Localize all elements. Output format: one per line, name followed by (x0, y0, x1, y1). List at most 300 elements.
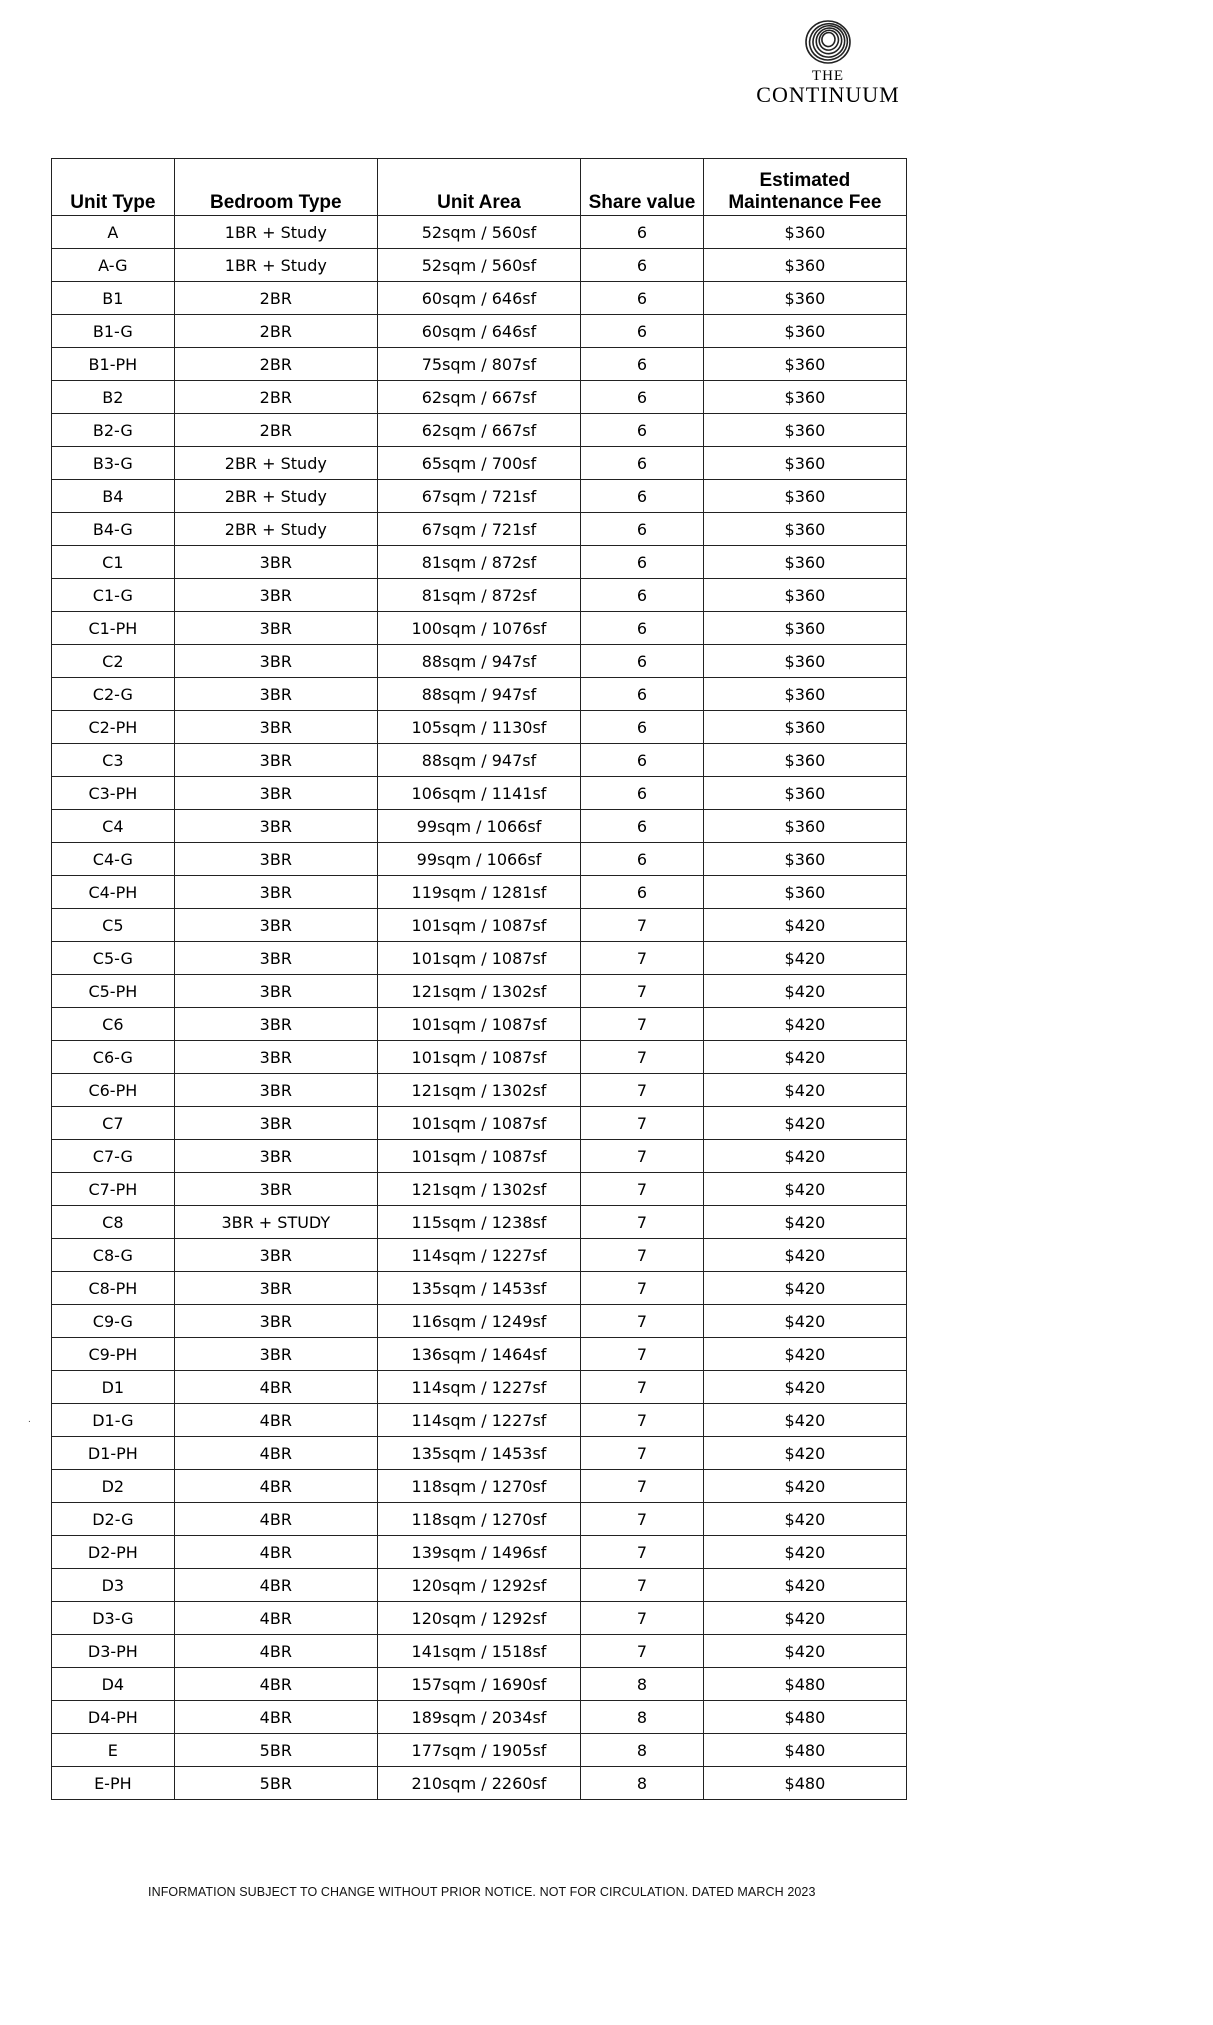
cell-share-value: 7 (581, 942, 704, 975)
cell-share-value: 7 (581, 1008, 704, 1041)
cell-share-value: 7 (581, 1206, 704, 1239)
cell-maintenance-fee: $420 (703, 1338, 906, 1371)
cell-bedroom-type: 3BR (174, 579, 377, 612)
cell-bedroom-type: 2BR (174, 381, 377, 414)
cell-share-value: 7 (581, 1041, 704, 1074)
cell-unit-type: C9-G (52, 1305, 175, 1338)
cell-unit-type: A (52, 216, 175, 249)
cell-unit-type: D1-PH (52, 1437, 175, 1470)
cell-unit-type: C5-PH (52, 975, 175, 1008)
cell-unit-type: C2-PH (52, 711, 175, 744)
cell-unit-area: 121sqm / 1302sf (377, 1173, 580, 1206)
table-row (52, 744, 907, 777)
table-row (52, 1140, 907, 1173)
cell-share-value: 7 (581, 1602, 704, 1635)
cell-share-value: 7 (581, 1074, 704, 1107)
cell-maintenance-fee: $360 (703, 348, 906, 381)
cell-maintenance-fee: $420 (703, 975, 906, 1008)
cell-unit-type: D1-G (52, 1404, 175, 1437)
cell-unit-type: A-G (52, 249, 175, 282)
cell-maintenance-fee: $360 (703, 711, 906, 744)
cell-share-value: 7 (581, 1272, 704, 1305)
cell-unit-area: 100sqm / 1076sf (377, 612, 580, 645)
cell-maintenance-fee: $360 (703, 777, 906, 810)
header-share-value: Share value (581, 159, 704, 216)
cell-share-value: 7 (581, 1635, 704, 1668)
cell-unit-area: 118sqm / 1270sf (377, 1503, 580, 1536)
cell-unit-type: D3 (52, 1569, 175, 1602)
cell-unit-area: 101sqm / 1087sf (377, 1140, 580, 1173)
cell-maintenance-fee: $360 (703, 612, 906, 645)
table-row (52, 414, 907, 447)
cell-bedroom-type: 3BR (174, 612, 377, 645)
table-row (52, 348, 907, 381)
cell-bedroom-type: 4BR (174, 1701, 377, 1734)
table-row (52, 1470, 907, 1503)
cell-share-value: 7 (581, 1503, 704, 1536)
cell-unit-area: 101sqm / 1087sf (377, 1008, 580, 1041)
cell-unit-area: 189sqm / 2034sf (377, 1701, 580, 1734)
table-row (52, 1404, 907, 1437)
cell-unit-type: C6 (52, 1008, 175, 1041)
cell-share-value: 8 (581, 1767, 704, 1800)
table-row (52, 645, 907, 678)
cell-bedroom-type: 3BR (174, 810, 377, 843)
cell-bedroom-type: 3BR (174, 1305, 377, 1338)
cell-unit-type: C7-PH (52, 1173, 175, 1206)
concentric-rings-logo-icon (804, 18, 852, 66)
cell-share-value: 7 (581, 1569, 704, 1602)
cell-unit-type: C8-G (52, 1239, 175, 1272)
cell-share-value: 6 (581, 546, 704, 579)
cell-maintenance-fee: $420 (703, 1602, 906, 1635)
cell-maintenance-fee: $480 (703, 1734, 906, 1767)
cell-share-value: 7 (581, 1305, 704, 1338)
table-row (52, 1668, 907, 1701)
cell-bedroom-type: 5BR (174, 1767, 377, 1800)
cell-bedroom-type: 2BR + Study (174, 513, 377, 546)
table-row (52, 1701, 907, 1734)
cell-unit-type: C8-PH (52, 1272, 175, 1305)
table-body (52, 216, 907, 1800)
cell-unit-area: 67sqm / 721sf (377, 513, 580, 546)
table-row (52, 1371, 907, 1404)
stray-mark: . (28, 1414, 31, 1425)
cell-unit-type: C4-G (52, 843, 175, 876)
cell-maintenance-fee: $420 (703, 1206, 906, 1239)
table-row (52, 612, 907, 645)
cell-unit-type: B2-G (52, 414, 175, 447)
cell-share-value: 6 (581, 513, 704, 546)
cell-unit-area: 114sqm / 1227sf (377, 1239, 580, 1272)
cell-maintenance-fee: $360 (703, 480, 906, 513)
table-row (52, 975, 907, 1008)
cell-unit-area: 139sqm / 1496sf (377, 1536, 580, 1569)
table-row (52, 1437, 907, 1470)
cell-maintenance-fee: $360 (703, 546, 906, 579)
table-row (52, 546, 907, 579)
cell-bedroom-type: 3BR (174, 678, 377, 711)
header-unit-type: Unit Type (52, 159, 175, 216)
table-row (52, 876, 907, 909)
cell-maintenance-fee: $360 (703, 810, 906, 843)
cell-unit-type: D2 (52, 1470, 175, 1503)
cell-unit-area: 99sqm / 1066sf (377, 843, 580, 876)
table-row (52, 1338, 907, 1371)
table-row (52, 282, 907, 315)
cell-bedroom-type: 4BR (174, 1635, 377, 1668)
cell-unit-type: E (52, 1734, 175, 1767)
cell-maintenance-fee: $480 (703, 1767, 906, 1800)
table-row (52, 711, 907, 744)
cell-maintenance-fee: $360 (703, 249, 906, 282)
cell-unit-area: 60sqm / 646sf (377, 315, 580, 348)
cell-maintenance-fee: $420 (703, 942, 906, 975)
cell-unit-type: C7-G (52, 1140, 175, 1173)
cell-bedroom-type: 3BR (174, 1008, 377, 1041)
cell-share-value: 7 (581, 1371, 704, 1404)
cell-bedroom-type: 4BR (174, 1404, 377, 1437)
cell-bedroom-type: 3BR (174, 1140, 377, 1173)
cell-unit-type: C7 (52, 1107, 175, 1140)
cell-unit-type: C5 (52, 909, 175, 942)
cell-unit-type: D2-G (52, 1503, 175, 1536)
cell-bedroom-type: 2BR (174, 315, 377, 348)
cell-unit-area: 88sqm / 947sf (377, 645, 580, 678)
cell-bedroom-type: 2BR + Study (174, 447, 377, 480)
cell-unit-area: 67sqm / 721sf (377, 480, 580, 513)
cell-share-value: 6 (581, 711, 704, 744)
cell-bedroom-type: 3BR (174, 876, 377, 909)
cell-unit-area: 135sqm / 1453sf (377, 1272, 580, 1305)
cell-bedroom-type: 3BR (174, 546, 377, 579)
cell-unit-area: 210sqm / 2260sf (377, 1767, 580, 1800)
table-row (52, 249, 907, 282)
cell-unit-area: 101sqm / 1087sf (377, 942, 580, 975)
table-row (52, 216, 907, 249)
cell-unit-type: C5-G (52, 942, 175, 975)
cell-bedroom-type: 4BR (174, 1668, 377, 1701)
cell-unit-area: 135sqm / 1453sf (377, 1437, 580, 1470)
cell-share-value: 6 (581, 348, 704, 381)
cell-maintenance-fee: $420 (703, 1569, 906, 1602)
table-row (52, 909, 907, 942)
cell-unit-type: B1-G (52, 315, 175, 348)
cell-maintenance-fee: $420 (703, 1173, 906, 1206)
cell-maintenance-fee: $420 (703, 1503, 906, 1536)
cell-share-value: 7 (581, 1338, 704, 1371)
cell-bedroom-type: 1BR + Study (174, 216, 377, 249)
cell-unit-type: C4-PH (52, 876, 175, 909)
table-row (52, 447, 907, 480)
cell-maintenance-fee: $420 (703, 1272, 906, 1305)
cell-unit-type: B1 (52, 282, 175, 315)
cell-bedroom-type: 4BR (174, 1536, 377, 1569)
cell-share-value: 7 (581, 975, 704, 1008)
cell-unit-area: 99sqm / 1066sf (377, 810, 580, 843)
header-maintenance-fee: Estimated Maintenance Fee (703, 159, 906, 216)
cell-share-value: 6 (581, 282, 704, 315)
cell-maintenance-fee: $420 (703, 1239, 906, 1272)
cell-unit-type: D4 (52, 1668, 175, 1701)
cell-unit-area: 81sqm / 872sf (377, 579, 580, 612)
table-header-row (52, 159, 907, 216)
cell-share-value: 7 (581, 1140, 704, 1173)
cell-bedroom-type: 4BR (174, 1569, 377, 1602)
cell-bedroom-type: 4BR (174, 1371, 377, 1404)
cell-unit-type: C3 (52, 744, 175, 777)
cell-unit-area: 88sqm / 947sf (377, 744, 580, 777)
table-row (52, 1206, 907, 1239)
cell-unit-area: 120sqm / 1292sf (377, 1569, 580, 1602)
table-row (52, 1272, 907, 1305)
cell-bedroom-type: 3BR (174, 711, 377, 744)
cell-share-value: 8 (581, 1701, 704, 1734)
cell-maintenance-fee: $420 (703, 1437, 906, 1470)
table-row (52, 480, 907, 513)
table-row (52, 1536, 907, 1569)
table-row (52, 1107, 907, 1140)
cell-bedroom-type: 4BR (174, 1470, 377, 1503)
cell-unit-type: B4-G (52, 513, 175, 546)
brand-name-line2: CONTINUUM (756, 82, 900, 107)
cell-unit-type: B3-G (52, 447, 175, 480)
cell-unit-type: D2-PH (52, 1536, 175, 1569)
cell-unit-type: C8 (52, 1206, 175, 1239)
cell-unit-area: 119sqm / 1281sf (377, 876, 580, 909)
table-row (52, 1074, 907, 1107)
cell-bedroom-type: 2BR (174, 414, 377, 447)
table-row (52, 513, 907, 546)
cell-unit-type: D3-PH (52, 1635, 175, 1668)
cell-bedroom-type: 2BR (174, 348, 377, 381)
cell-maintenance-fee: $360 (703, 447, 906, 480)
cell-unit-area: 60sqm / 646sf (377, 282, 580, 315)
cell-maintenance-fee: $360 (703, 579, 906, 612)
cell-unit-area: 157sqm / 1690sf (377, 1668, 580, 1701)
cell-unit-area: 101sqm / 1087sf (377, 1041, 580, 1074)
table-row (52, 1041, 907, 1074)
cell-unit-area: 121sqm / 1302sf (377, 975, 580, 1008)
cell-bedroom-type: 3BR (174, 1041, 377, 1074)
cell-unit-area: 114sqm / 1227sf (377, 1404, 580, 1437)
table-row (52, 1305, 907, 1338)
cell-share-value: 7 (581, 1404, 704, 1437)
cell-unit-type: C1-G (52, 579, 175, 612)
brand-name-line1: THE (811, 68, 845, 84)
table-row (52, 1008, 907, 1041)
cell-unit-type: B2 (52, 381, 175, 414)
cell-share-value: 7 (581, 1239, 704, 1272)
cell-maintenance-fee: $360 (703, 678, 906, 711)
cell-bedroom-type: 3BR (174, 909, 377, 942)
cell-unit-area: 136sqm / 1464sf (377, 1338, 580, 1371)
cell-unit-area: 101sqm / 1087sf (377, 909, 580, 942)
table-row (52, 942, 907, 975)
table-row (52, 1767, 907, 1800)
cell-unit-type: C6-G (52, 1041, 175, 1074)
cell-unit-type: E-PH (52, 1767, 175, 1800)
cell-maintenance-fee: $420 (703, 1635, 906, 1668)
cell-share-value: 7 (581, 1470, 704, 1503)
cell-bedroom-type: 3BR (174, 1338, 377, 1371)
table-row (52, 810, 907, 843)
unit-fee-table (51, 158, 907, 1800)
cell-share-value: 6 (581, 678, 704, 711)
cell-unit-type: C4 (52, 810, 175, 843)
header-bedroom-type: Bedroom Type (174, 159, 377, 216)
cell-maintenance-fee: $360 (703, 381, 906, 414)
cell-share-value: 6 (581, 216, 704, 249)
cell-share-value: 6 (581, 249, 704, 282)
cell-share-value: 7 (581, 1107, 704, 1140)
cell-share-value: 6 (581, 744, 704, 777)
cell-bedroom-type: 3BR (174, 645, 377, 678)
cell-share-value: 6 (581, 645, 704, 678)
cell-unit-area: 106sqm / 1141sf (377, 777, 580, 810)
cell-unit-type: D1 (52, 1371, 175, 1404)
cell-maintenance-fee: $420 (703, 1371, 906, 1404)
cell-maintenance-fee: $420 (703, 1008, 906, 1041)
cell-unit-area: 52sqm / 560sf (377, 216, 580, 249)
table-row (52, 1569, 907, 1602)
cell-bedroom-type: 3BR (174, 975, 377, 1008)
cell-bedroom-type: 5BR (174, 1734, 377, 1767)
cell-share-value: 6 (581, 315, 704, 348)
cell-share-value: 6 (581, 447, 704, 480)
cell-share-value: 6 (581, 381, 704, 414)
cell-unit-type: C2-G (52, 678, 175, 711)
table-row (52, 1734, 907, 1767)
cell-unit-area: 52sqm / 560sf (377, 249, 580, 282)
cell-bedroom-type: 3BR (174, 777, 377, 810)
cell-maintenance-fee: $360 (703, 645, 906, 678)
cell-maintenance-fee: $360 (703, 876, 906, 909)
cell-unit-area: 177sqm / 1905sf (377, 1734, 580, 1767)
cell-share-value: 6 (581, 876, 704, 909)
cell-share-value: 8 (581, 1734, 704, 1767)
cell-share-value: 6 (581, 810, 704, 843)
cell-unit-area: 121sqm / 1302sf (377, 1074, 580, 1107)
cell-bedroom-type: 4BR (174, 1437, 377, 1470)
cell-maintenance-fee: $420 (703, 1107, 906, 1140)
disclaimer-footer: INFORMATION SUBJECT TO CHANGE WITHOUT PRIOR NOTICE. NOT FOR CIRCULATION. DATED MARCH 2023 (148, 1885, 816, 1899)
cell-unit-area: 114sqm / 1227sf (377, 1371, 580, 1404)
table-row (52, 843, 907, 876)
cell-bedroom-type: 3BR (174, 1173, 377, 1206)
cell-unit-type: B1-PH (52, 348, 175, 381)
table-row (52, 1635, 907, 1668)
cell-share-value: 7 (581, 1437, 704, 1470)
cell-unit-type: B4 (52, 480, 175, 513)
cell-share-value: 6 (581, 414, 704, 447)
cell-unit-area: 81sqm / 872sf (377, 546, 580, 579)
cell-share-value: 8 (581, 1668, 704, 1701)
cell-maintenance-fee: $480 (703, 1668, 906, 1701)
cell-unit-type: D3-G (52, 1602, 175, 1635)
cell-maintenance-fee: $420 (703, 1536, 906, 1569)
cell-bedroom-type: 2BR + Study (174, 480, 377, 513)
table-row (52, 1239, 907, 1272)
cell-bedroom-type: 3BR + STUDY (174, 1206, 377, 1239)
cell-share-value: 7 (581, 909, 704, 942)
cell-bedroom-type: 4BR (174, 1503, 377, 1536)
cell-maintenance-fee: $420 (703, 909, 906, 942)
cell-unit-area: 62sqm / 667sf (377, 414, 580, 447)
table-row (52, 315, 907, 348)
table-row (52, 1602, 907, 1635)
cell-unit-area: 75sqm / 807sf (377, 348, 580, 381)
cell-unit-area: 141sqm / 1518sf (377, 1635, 580, 1668)
table-row (52, 777, 907, 810)
cell-unit-type: C1 (52, 546, 175, 579)
cell-maintenance-fee: $360 (703, 282, 906, 315)
cell-unit-type: C3-PH (52, 777, 175, 810)
cell-unit-type: C1-PH (52, 612, 175, 645)
cell-bedroom-type: 3BR (174, 744, 377, 777)
cell-share-value: 7 (581, 1173, 704, 1206)
brand-logo (748, 18, 908, 118)
table-row (52, 678, 907, 711)
cell-unit-type: D4-PH (52, 1701, 175, 1734)
cell-bedroom-type: 2BR (174, 282, 377, 315)
cell-maintenance-fee: $360 (703, 315, 906, 348)
cell-maintenance-fee: $420 (703, 1470, 906, 1503)
cell-unit-area: 101sqm / 1087sf (377, 1107, 580, 1140)
cell-share-value: 6 (581, 612, 704, 645)
cell-unit-type: C9-PH (52, 1338, 175, 1371)
cell-bedroom-type: 3BR (174, 1074, 377, 1107)
cell-unit-area: 105sqm / 1130sf (377, 711, 580, 744)
cell-unit-area: 115sqm / 1238sf (377, 1206, 580, 1239)
cell-maintenance-fee: $480 (703, 1701, 906, 1734)
cell-unit-area: 65sqm / 700sf (377, 447, 580, 480)
table-row (52, 1173, 907, 1206)
table-row (52, 579, 907, 612)
cell-bedroom-type: 3BR (174, 1239, 377, 1272)
cell-maintenance-fee: $360 (703, 843, 906, 876)
cell-maintenance-fee: $420 (703, 1074, 906, 1107)
cell-share-value: 6 (581, 843, 704, 876)
cell-bedroom-type: 1BR + Study (174, 249, 377, 282)
cell-unit-area: 88sqm / 947sf (377, 678, 580, 711)
cell-unit-area: 118sqm / 1270sf (377, 1470, 580, 1503)
cell-share-value: 6 (581, 777, 704, 810)
cell-maintenance-fee: $420 (703, 1041, 906, 1074)
cell-maintenance-fee: $420 (703, 1305, 906, 1338)
cell-share-value: 7 (581, 1536, 704, 1569)
table-row (52, 1503, 907, 1536)
cell-bedroom-type: 4BR (174, 1602, 377, 1635)
cell-share-value: 6 (581, 579, 704, 612)
cell-unit-area: 116sqm / 1249sf (377, 1305, 580, 1338)
cell-unit-type: C6-PH (52, 1074, 175, 1107)
cell-bedroom-type: 3BR (174, 843, 377, 876)
cell-unit-type: C2 (52, 645, 175, 678)
cell-maintenance-fee: $360 (703, 744, 906, 777)
cell-maintenance-fee: $360 (703, 414, 906, 447)
cell-bedroom-type: 3BR (174, 1107, 377, 1140)
cell-bedroom-type: 3BR (174, 1272, 377, 1305)
cell-unit-area: 62sqm / 667sf (377, 381, 580, 414)
cell-maintenance-fee: $420 (703, 1404, 906, 1437)
cell-maintenance-fee: $420 (703, 1140, 906, 1173)
cell-maintenance-fee: $360 (703, 216, 906, 249)
cell-unit-area: 120sqm / 1292sf (377, 1602, 580, 1635)
cell-maintenance-fee: $360 (703, 513, 906, 546)
table-row (52, 381, 907, 414)
cell-bedroom-type: 3BR (174, 942, 377, 975)
